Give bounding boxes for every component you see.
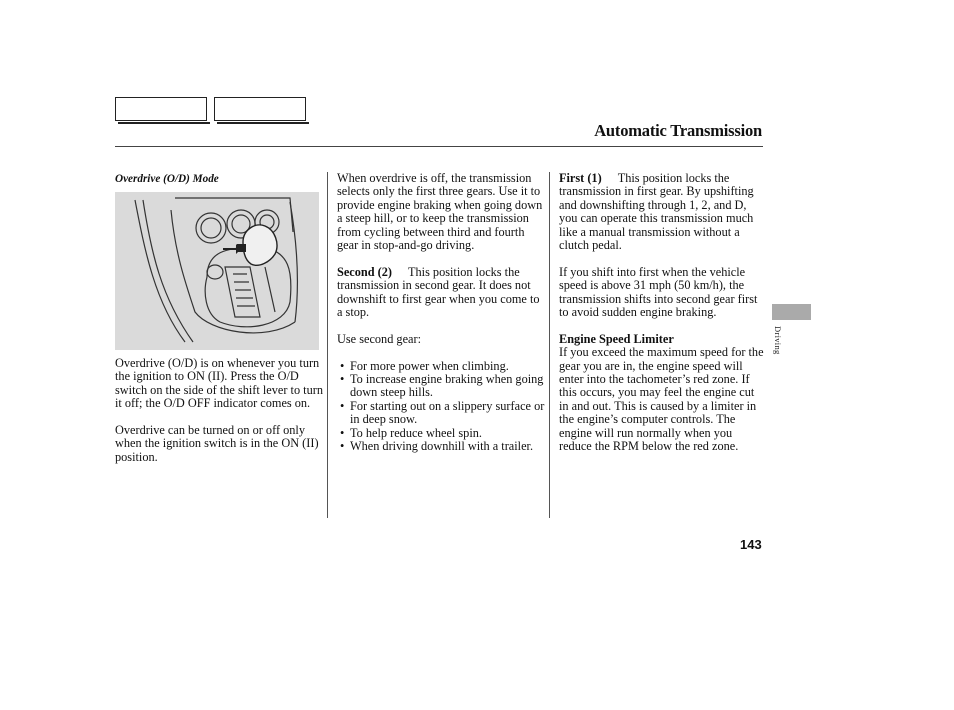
section-tab-marker [772,304,811,320]
column-divider-right [549,172,550,518]
first-gear-text: This position locks the transmission in first gear. By upshifting and downshifting through 1, 2, and D, you can operate this transmission much like a manual transmission without a clutch pedal. [559,171,754,253]
page-number: 143 [740,537,762,552]
engine-speed-limiter-heading: Engine Speed Limiter [559,331,674,346]
title-rule [115,146,763,147]
left-paragraph-1: Overdrive (O/D) is on whenever you turn the ignition to ON (II). Press the O/D switch on the side of the shift lever to turn it off; the O/D OFF indicator comes on. [115,356,323,411]
list-item: • For more power when climbing. [337,360,545,373]
list-item: • To increase engine braking when going down steep hills. [337,373,545,400]
list-item: • To help reduce wheel spin. [337,427,545,440]
use-second-gear-label: Use second gear: [337,331,421,346]
column-divider-left [327,172,328,518]
column-middle [337,172,545,453]
column-right [559,172,764,467]
list-item: • For starting out on a slippery surface or in deep snow. [337,400,545,427]
shift-lever-illustration [115,192,319,350]
left-paragraph-2: Overdrive can be turned on or off only when the ignition switch is in the ON (II) position. [115,423,319,464]
first-gear-paragraph [559,172,764,252]
engine-speed-limiter-paragraph [559,333,764,454]
nav-button-main-menu[interactable] [115,97,207,121]
page-title: Automatic Transmission [594,121,762,140]
list-item: • When driving downhill with a trailer. [337,440,545,453]
second-gear-paragraph [337,266,545,320]
engine-speed-limiter-text: If you exceed the maximum speed for the gear you are in, the engine speed will enter into the tachometer’s red zone. If this occurs, you may feel the engine cut in and out. This is caused by a limiter in the engine’s computer controls. The engine will run normally when you reduce the RPM below the red zone. [559,345,764,454]
first-gear-heading: First (1) [559,171,602,185]
middle-intro-paragraph: When overdrive is off, the transmission selects only the first three gears. Use it to provide engine braking when going down a steep hill, or to keep the transmission from cycling between third and fourth gear in stop-and-go driving. [337,171,543,253]
second-gear-text: This position locks the transmission in second gear. It does not downshift to first gear when you come to a stop. [337,264,540,320]
second-gear-heading: Second (2) [337,264,392,279]
second-gear-uses-list [337,360,545,454]
nav-button-index[interactable] [214,97,306,121]
column-left [115,172,323,478]
figure-caption: Overdrive (O/D) Mode [115,173,219,185]
first-gear-paragraph-2: If you shift into first when the vehicle speed is above 31 mph (50 km/h), the transmission shifts into second gear first to avoid sudden engine braking. [559,264,758,320]
section-tab-label: Driving [773,326,783,355]
